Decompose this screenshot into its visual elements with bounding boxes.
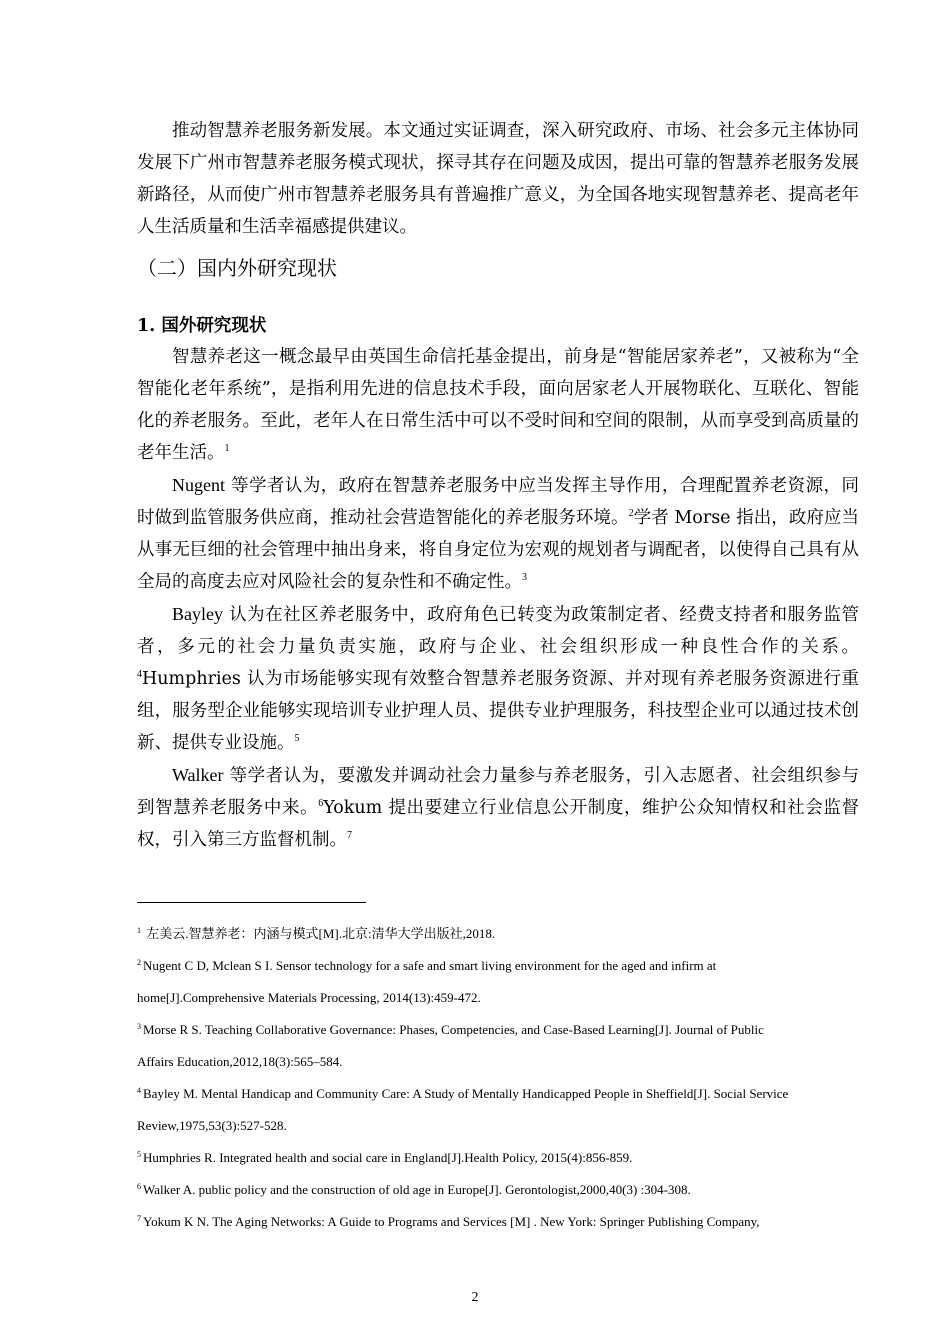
paragraph-text: 等学者认为，要激发并调动社会力量参与养老服务，引入志愿者、社会组织参与到智慧养老服务中来。: [137, 766, 859, 818]
footnote-number: 1: [137, 926, 141, 935]
footnote: [137, 1014, 859, 1046]
footnote-number: 6: [137, 1182, 141, 1191]
author-name: Walker: [172, 765, 224, 785]
footnote: [137, 1142, 859, 1174]
subsection-heading: 1. 国外研究现状: [137, 316, 267, 336]
footnote-ref[interactable]: 5: [294, 733, 300, 744]
footnote-number: 7: [137, 1214, 141, 1223]
footnote-text: Bayley M. Mental Handicap and Community Care: A Study of Mentally Handicapped People in Sheffield[J]. Social Service: [143, 1086, 789, 1101]
footnote: [137, 950, 859, 982]
body-text: [137, 115, 859, 856]
footnote-ref[interactable]: 4: [137, 669, 142, 680]
author-name: Nugent: [172, 475, 225, 495]
footnote-ref[interactable]: 6: [318, 798, 324, 809]
footnotes: [137, 918, 859, 1238]
paragraph-text: 等学者认为，政府在智慧养老服务中应当发挥主导作用，合理配置养老资源，同时做到监管服务供应商，推动社会营造智能化的养老服务环境。: [137, 476, 859, 528]
section-heading: （二）国内外研究现状: [137, 256, 337, 280]
paragraph-text: 学者 Morse 指出，政府应当从事无巨细的社会管理中抽出身来，将自身定位为宏观的规划者与调配者，以使得自己具有从全局的高度去应对风险社会的复杂性和不确定性。: [137, 508, 859, 592]
footnote-continuation: Review,1975,53(3):527-528.: [137, 1118, 287, 1133]
footnote-separator: [137, 902, 366, 903]
footnote-text: Yokum K N. The Aging Networks: A Guide to Programs and Services [M] . New York: Springer Publishing Company,: [143, 1214, 760, 1229]
footnote-number: 2: [137, 958, 141, 967]
paragraph-text: Yokum 提出要建立行业信息公开制度，维护公众知情权和社会监督权，引入第三方监督机制。: [137, 798, 859, 850]
footnote-continuation: Affairs Education,2012,18(3):565–584.: [137, 1054, 343, 1069]
paragraph-text: Humphries 认为市场能够实现有效整合智慧养老服务资源、并对现有养老服务资源进行重组，服务型企业能够实现培训专业护理人员、提供专业护理服务，科技型企业可以通过技术创新、提供专业设施。: [137, 669, 859, 753]
footnote: [137, 1174, 859, 1206]
footnote-number: 5: [137, 1150, 141, 1159]
paragraph-walker: [137, 759, 859, 856]
paragraph-bayley: [137, 598, 859, 759]
paragraph-nugent: [137, 469, 859, 598]
footnote-number: 3: [137, 1022, 141, 1031]
footnote-continuation: home[J].Comprehensive Materials Processing, 2014(13):459-472.: [137, 990, 481, 1005]
paragraph-text: 智慧养老这一概念最早由英国生命信托基金提出，前身是“智能居家养老”，又被称为“全智能化老年系统”，是指利用先进的信息技术手段，面向居家老人开展物联化、互联化、智能化的养老服务。至此，老年人在日常生活中可以不受时间和空间的限制，从而享受到高质量的老年生活。: [137, 347, 859, 463]
author-name: Bayley: [172, 604, 223, 624]
intro-paragraph: 推动智慧养老服务新发展。本文通过实证调查，深入研究政府、市场、社会多元主体协同发展下广州市智慧养老服务模式现状，探寻其存在问题及成因，提出可靠的智慧养老服务发展新路径，从而使广州市智慧养老服务具有普遍推广意义，为全国各地实现智慧养老、提高老年人生活质量和生活幸福感提供建议。: [137, 121, 859, 237]
paragraph-concept: [137, 341, 859, 469]
paragraph-text: 认为在社区养老服务中，政府角色已转变为政策制定者、经费支持者和服务监管者，多元的社会力量负责实施，政府与企业、社会组织形成一种良性合作的关系。: [137, 605, 859, 657]
footnote-text: Humphries R. Integrated health and social care in England[J].Health Policy, 2015(4):856-859.: [143, 1150, 633, 1165]
footnote-text: 左美云.智慧养老：内涵与模式[M].北京:清华大学出版社,2018.: [143, 926, 496, 941]
footnote: [137, 1078, 859, 1110]
footnote: [137, 1206, 859, 1238]
footnote: [137, 918, 859, 950]
footnote-text: Morse R S. Teaching Collaborative Governance: Phases, Competencies, and Case-Based Learning[J]. Journal of Public: [143, 1022, 764, 1037]
footnote-text: Walker A. public policy and the construction of old age in Europe[J]. Gerontologist,2000,40(3) :304-308.: [143, 1182, 691, 1197]
page-number: 2: [471, 1290, 479, 1305]
footnote-ref[interactable]: 3: [522, 572, 527, 583]
footnote-ref[interactable]: 2: [628, 508, 634, 519]
footnote-ref[interactable]: 7: [347, 830, 352, 841]
footnote-number: 4: [137, 1086, 141, 1095]
footnote-text: Nugent C D, Mclean S I. Sensor technology for a safe and smart living environment for the aged and infirm at: [143, 958, 717, 973]
footnote-ref[interactable]: 1: [224, 443, 230, 454]
